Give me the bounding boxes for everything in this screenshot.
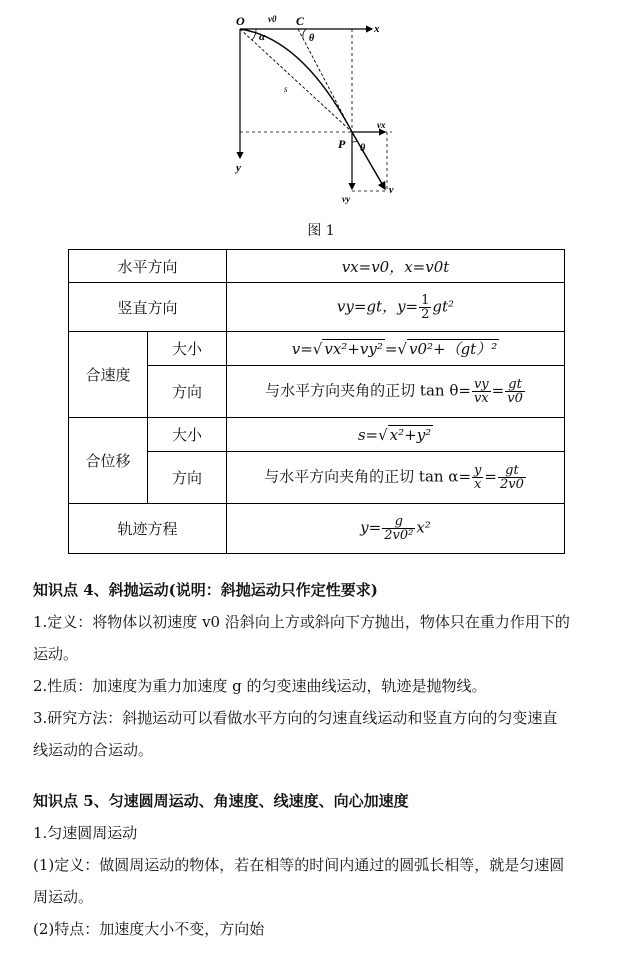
row-label-horizontal: 水平方向 — [69, 250, 227, 283]
fraction — [505, 378, 525, 405]
radicand: x²+y² — [389, 425, 432, 444]
kp5-definition-cont: 周运动。 — [33, 888, 94, 906]
formula-velocity-size: v=√ vx²+vy² =√ v0²+（gt）² — [227, 332, 565, 366]
formula-text: v= — [291, 340, 313, 358]
formula-text: vy=gt，y= — [336, 297, 419, 315]
numerator: gt — [505, 378, 525, 392]
formula-horizontal — [227, 250, 565, 283]
denominator: 2 — [421, 306, 430, 322]
numerator: gt — [498, 464, 526, 478]
formula-vertical — [227, 283, 565, 332]
label-v: v — [389, 185, 394, 196]
sub-label-velocity-size: 大小 — [148, 332, 227, 366]
sub-label-velocity-direction: 方向 — [148, 366, 227, 418]
label-theta-c: θ — [309, 33, 315, 44]
projectile-formula-table — [68, 249, 565, 554]
label-vy: vy — [342, 194, 350, 204]
denominator: 2v0² — [384, 528, 414, 543]
fraction — [498, 464, 526, 491]
v-vector — [352, 132, 385, 189]
equals: = — [491, 381, 505, 400]
denominator: v0 — [507, 391, 523, 406]
theta-arc-c — [303, 29, 306, 38]
row-label-trajectory: 轨迹方程 — [69, 504, 227, 554]
figure-caption: 图 1 — [307, 223, 335, 239]
kp4-definition: 1.定义：将物体以初速度 v0 沿斜向上方或斜向下方抛出，物体只在重力作用下的 — [33, 613, 570, 631]
group-label-velocity: 合速度 — [69, 332, 148, 418]
kp4-method: 3.研究方法：斜抛运动可以看做水平方向的匀速直线运动和竖直方向的匀变速直 — [33, 709, 558, 727]
sub-label-displacement-size: 大小 — [148, 418, 227, 452]
kp5-definition: (1)定义：做圆周运动的物体，若在相等的时间内通过的圆弧长相等，就是匀速圆 — [33, 856, 565, 874]
label-c: C — [296, 14, 305, 28]
kp5-subheading: 1.匀速圆周运动 — [33, 824, 138, 842]
formula-displacement-direction — [227, 452, 565, 504]
numerator: g — [382, 515, 415, 529]
formula-velocity-direction — [227, 366, 565, 418]
group-label-displacement: 合位移 — [69, 418, 148, 504]
numerator: vy — [473, 377, 489, 392]
formula-text: 与水平方向夹角的正切 tan α= — [264, 467, 472, 486]
denominator: 2v0 — [499, 477, 524, 492]
table-row — [69, 283, 565, 332]
table-row — [69, 504, 565, 554]
formula-text: s= — [357, 425, 379, 444]
kp5-heading: 知识点 5、匀速圆周运动、角速度、线速度、向心加速度 — [33, 792, 409, 810]
fraction — [382, 515, 415, 542]
sub-label-displacement-direction: 方向 — [148, 452, 227, 504]
kp4-heading: 知识点 4、斜抛运动(说明：斜抛运动只作定性要求) — [33, 581, 378, 599]
label-theta-p: θ — [360, 143, 366, 154]
denominator: x — [474, 477, 482, 492]
kp4-method-cont: 线运动的合运动。 — [33, 741, 154, 759]
radicand: vx²+vy² — [324, 340, 383, 358]
label-x-axis: x — [374, 23, 380, 35]
label-y-axis: y — [236, 162, 241, 174]
kp4-property: 2.性质：加速度为重力加速度 g 的匀变速曲线运动，轨迹是抛物线。 — [33, 677, 487, 695]
theta-arc-p — [352, 141, 357, 142]
label-alpha: α — [259, 31, 266, 43]
denominator: vx — [473, 391, 489, 406]
table-row — [69, 332, 565, 366]
radicand: v0²+（gt）² — [408, 340, 498, 358]
alpha-arc — [252, 29, 256, 40]
label-vx: vx — [377, 120, 386, 130]
table-row — [69, 418, 565, 452]
formula-text: vx=v0，x=v0t — [341, 257, 450, 276]
fraction — [472, 378, 491, 405]
kp4-definition-cont: 运动。 — [33, 645, 79, 663]
formula-text: gt² — [432, 297, 455, 315]
numerator: y — [474, 463, 482, 478]
formula-trajectory — [227, 504, 565, 554]
fraction — [419, 294, 431, 321]
kp5-feature: (2)特点：加速度大小不变，方向始 — [33, 920, 265, 938]
label-v0: v0 — [268, 14, 277, 24]
equals: = — [484, 467, 497, 486]
label-p: P — [338, 137, 346, 151]
numerator: 1 — [421, 292, 430, 308]
formula-text: y= — [360, 518, 382, 537]
projectile-diagram — [222, 8, 412, 208]
formula-text: x² — [416, 518, 431, 537]
formula-text: 与水平方向夹角的正切 tan θ= — [265, 381, 471, 400]
row-label-vertical: 竖直方向 — [69, 283, 227, 332]
formula-displacement-size: s=√ x²+y² — [227, 418, 565, 452]
dashed-os — [240, 29, 352, 132]
fraction — [472, 464, 483, 491]
equals: = — [384, 340, 398, 358]
table-row — [69, 250, 565, 283]
label-s: s — [284, 84, 288, 94]
label-origin: O — [236, 14, 245, 28]
